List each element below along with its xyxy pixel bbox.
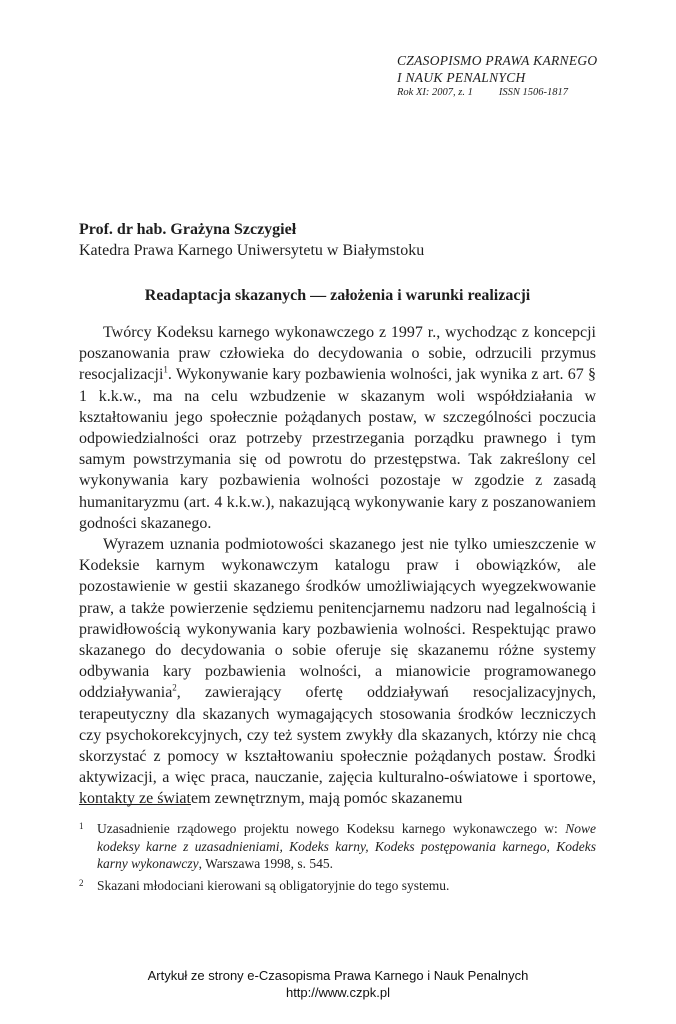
footnotes [79, 820, 596, 898]
footnote-1-text-b: , Warszawa 1998, s. 545. [198, 856, 333, 871]
article-title: Readaptacja skazanych — założenia i warunki realizacji [144, 287, 531, 304]
author-name: Prof. dr hab. Grażyna Szczygieł [79, 221, 297, 238]
footnote-1 [79, 820, 596, 873]
footer-url-link[interactable]: http://www.czpk.pl [285, 985, 391, 1000]
footnote-separator [79, 804, 191, 805]
journal-issue-info [397, 86, 657, 100]
journal-issn: ISSN 1506-1817 [498, 87, 568, 98]
footnote-2-text: Skazani młodociani kierowani są obligatoryjnie do tego systemu. [97, 877, 450, 893]
footnote-1-text-italic: Nowe kodeksy karne z uzasadnieniami, Kodeks karny, Kodeks postępowania karnego, Kodeks karny wykonawczy [97, 821, 596, 871]
footnote-1-number: 1 [79, 821, 84, 831]
footnote-ref-1[interactable]: 1 [163, 365, 168, 376]
footer-source-text: Artykuł ze strony e-Czasopisma Prawa Karnego i Nauk Penalnych [147, 968, 529, 983]
author-block [79, 219, 599, 261]
journal-name-line1: CZASOPISMO PRAWA KARNEGO [397, 53, 598, 68]
paragraph-2 [79, 534, 596, 810]
journal-year-issue: Rok XI: 2007, z. 1 [397, 87, 473, 98]
paragraph-1 [79, 322, 596, 534]
footnote-ref-2[interactable]: 2 [172, 683, 177, 694]
article-body [79, 322, 596, 810]
paragraph-1-part-b: . Wykonywanie kary pozbawienia wolności, jak wynika z art. 67 § 1 k.k.w., ma na celu wzbudzenie w skazanym woli współdziałania w kształtowaniu jego społecznie pożądanych postaw, w szczególności poczucia odpowiedzialności oraz potrzeby przestrzegania porządku prawnego i tym samym powstrzymania się od powrotu do przestępstwa. Tak zakreślony cel wykonywania kary pozbawienia wolności pozostaje w zgodzie z zasadą humanitaryzmu (art. 4 k.k.w.), nakazującą wykonywanie kary z poszanowaniem godności skazanego. [79, 366, 596, 532]
paragraph-2-part-a: Wyrazem uznania podmiotowości skazanego jest nie tylko umieszczenie w Kodeksie karnym wykonawczym katalogu praw i obowiązków, ale pozostawienie w gestii skazanego środków umożliwiających wyegzekwowanie praw, a także powierzenie sędziemu penitencjarnemu nadzoru nad legalnością i prawidłowością wykonywania kary pozbawienia wolności. Respektując prawo skazanego do decydowania o sobie oferuje się skazanemu różne systemy odbywania kary pozbawienia wolności, a mianowicie programowanego oddziaływania [79, 536, 596, 702]
page-footer [0, 967, 676, 1001]
paragraph-1-part-a: Twórcy Kodeksu karnego wykonawczego z 1997 r., wychodząc z koncepcji poszanowania praw człowieka do decydowania o sobie, odrzucili przymus resocjalizacji [79, 324, 596, 384]
paragraph-2-part-b: , zawierający ofertę oddziaływań resocjalizacyjnych, terapeutyczny dla skazanych wymagających stosowania środków leczniczych czy psychokorekcyjnych, czy też system zwykły dla skazanych, którzy nie chcą skorzystać z pomocy w kształtowaniu społecznie pożądanych postaw. Środki aktywizacji, a więc praca, nauczanie, zajęcia kulturalno-oświatowe i sportowe, kontakty ze światem zewnętrznym, mają pomóc skazanemu [79, 684, 596, 808]
journal-name-line2: I NAUK PENALNYCH [397, 70, 526, 85]
author-affiliation: Katedra Prawa Karnego Uniwersytetu w Białymstoku [79, 242, 425, 259]
footnote-2 [79, 877, 596, 895]
footnote-1-text-a: Uzasadnienie rządowego projektu nowego Kodeksu karnego wykonawczego w: [97, 821, 566, 836]
footnote-2-number: 2 [79, 877, 84, 888]
journal-header [397, 52, 657, 100]
